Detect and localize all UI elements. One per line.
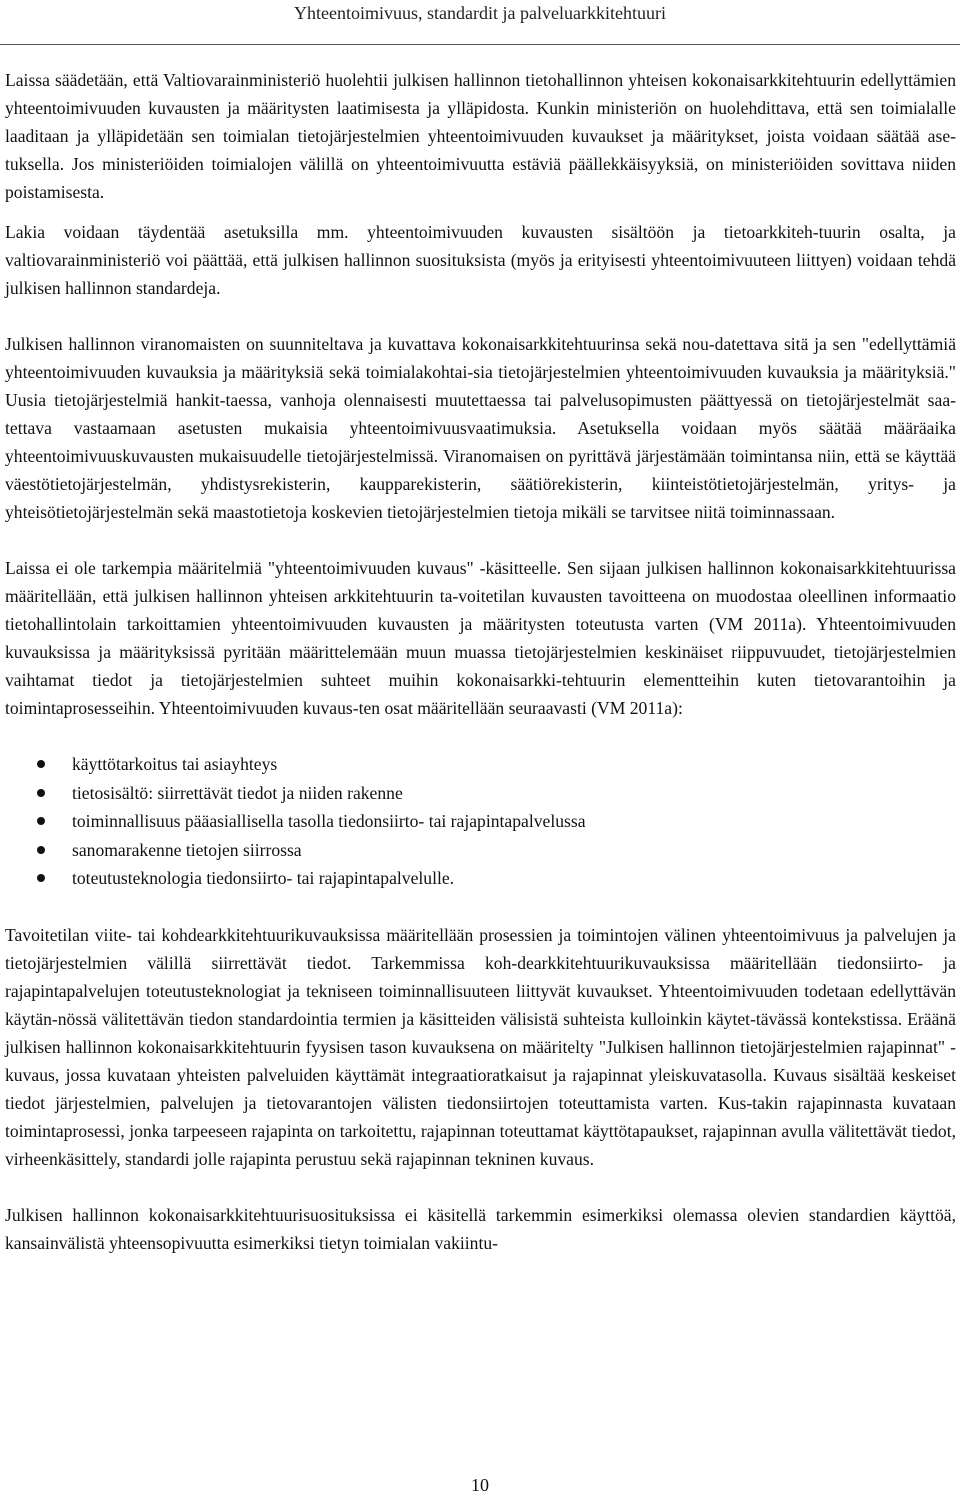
paragraph-laissa-saadetaan: Laissa säädetään, että Valtiovarainministeriö huolehtii julkisen hallinnon tietohallinnon yhteisen kokonaisarkkitehtuurin edellyttämien yhteentoimivuuden kuvausten ja määritysten laatimisesta ja ylläpidosta. Kunkin ministeriön on huolehdittava, että sen toimialalle laaditaan ja ylläpidetään sen toimialan tietojärjestelmien yhteentoimivuuden kuvaukset ja määritykset, joista voidaan säätää ase-tuksella. Jos ministeriöiden toimialojen välillä on yhteentoimivuutta estäviä päällekkäisyyksiä, on ministeriöiden sovittava niiden poistamisesta. — [5, 70, 956, 202]
list-item — [5, 807, 956, 836]
page-number: 10 — [471, 1475, 489, 1495]
running-header: Yhteentoimivuus, standardit ja palveluarkkitehtuuri — [294, 3, 666, 23]
paragraph-julkisen-hallinnon-viranomaisten: Julkisen hallinnon viranomaisten on suunniteltava ja kuvattava kokonaisarkkitehtuurinsa sekä nou-datettava sitä ja sen "edellyttämiä yhteentoimivuuden kuvauksia ja määrityksiä sekä toimialakohtai-sia tietojärjestelmien yhteentoimivuuden kuvauksia ja määrityksiä." Uusia tietojärjestelmiä hankit-taessa, vanhoja olennaisesti muutettaessa tai palvelusopimusten päättyessä on tietojärjestelmät saa-tettava vastaamaan asetusten mukaisia yhteentoimivuusvaatimuksia. Asetuksella voidaan myös säätää määräaika yhteentoimivuuskuvausten mukaisuudelle tietojärjestelmissä. Viranomaisen on pyrittävä järjestämään toimintansa niin, että se käyttää väestötietojärjestelmän, yhdistysrekisterin, kaupparekisterin, säätiörekisterin, kiinteistötietojärjestelmän, yritys- ja yhteisötietojärjestelmän sekä maastotietoja koskevien tietojärjestelmien tietoja mikäli se tarvitsee niitä toiminnassaan. — [5, 334, 956, 522]
list-item — [5, 750, 956, 779]
paragraph-tavoitetilan: Tavoitetilan viite- tai kohdearkkitehtuurikuvauksissa määritellään prosessien ja toimintojen välinen yhteentoimivuus ja palvelujen ja tietojärjestelmien välillä siirrettävät tiedot. Tarkemmissa koh-dearkkitehtuurikuvauksissa määritellään tiedonsiirto- ja rajapintapalvelujen toteutusteknologiat ja tekniseen toiminnallisuuteen liittyvät kuvaukset. Yhteentoimivuuden todetaan edellyttävän käytän-nössä välitettävän tiedon standardointia termien ja käsitteiden välisistä suhteista kulloinkin käytet-tävässä kontekstissa. Eräänä julkisen hallinnon kokonaisarkkitehtuurin fyysisen tason kuvauksena on määritelty "Julkisen hallinnon tietojärjestelmien rajapinnat" -kuvaus, jossa kuvataan yhteisten palveluiden käyttämät integraatioratkaisut ja rajapinnat yleiskuvatasolla. Kuvaus sisältää keskeiset tiedot järjestelmien, palvelujen ja tietovarantojen välisten tiedonsiirtojen toteuttamista varten. Kus-takin rajapinnasta kuvataan toimintaprosessi, jonka tarpeeseen rajapinta on tarkoitettu, rajapinnan toteuttamat käyttötapaukset, rajapinnan avulla välitettävät tiedot, virheenkäsittely, standardi jolle rajapinta perustuu sekä rajapinnan tekninen kuvaus. — [5, 924, 956, 1169]
bullet-icon — [37, 846, 45, 854]
list-item — [5, 864, 956, 893]
paragraph-kokonaisarkkitehtuurisuosituksissa: Julkisen hallinnon kokonaisarkkitehtuurisuosituksissa ei käsitellä tarkemmin esimerkiksi olemassa olevien standardien käyttöä, kansainvälistä yhteensopivuutta esimerkiksi tietyn toimialan vakiintu- — [5, 1204, 956, 1253]
bullet-icon — [37, 789, 45, 797]
paragraph-lakia-voidaan: Lakia voidaan täydentää asetuksilla mm. yhteentoimivuuden kuvausten sisältöön ja tietoarkkiteh-tuurin osalta, ja valtiovarainministeriö voi päättää, että julkisen hallinnon suosituksista (myös ja erityisesti yhteentoimivuuteen liittyen) voidaan tehdä julkisen hallinnon standardeja. — [5, 222, 956, 298]
list-item-text: sanomarakenne tietojen siirrossa — [72, 839, 302, 860]
bullet-icon — [37, 817, 45, 825]
header-divider — [0, 44, 960, 45]
list-item-text: tietosisältö: siirrettävät tiedot ja niiden rakenne — [72, 782, 403, 803]
list-item — [5, 836, 956, 865]
list-item-text: toteutusteknologia tiedonsiirto- tai rajapintapalvelulle. — [72, 868, 455, 888]
bullet-icon — [37, 760, 45, 768]
list-item — [5, 779, 956, 808]
paragraph-laissa-ei-ole: Laissa ei ole tarkempia määritelmiä "yhteentoimivuuden kuvaus" -käsitteelle. Sen sijaan julkisen hallinnon kokonaisarkkitehtuurissa määritellään, että julkisen hallinnon yhteisen arkkitehtuurin ta-voitetilan kuvausten tavoitteena on muodostaa oleellinen informaatio tietohallintolain tarkoittamien yhteentoimivuuden kuvausten ja määritysten toteutusta varten (VM 2011a). Yhteentoimivuuden kuvauksissa ja määrityksissä pyritään määrittelemään muun muassa tietojärjestelmien keskinäiset riippuvuudet, tietojärjestelmien vaihtamat tiedot ja tietojärjestelmien suhteet muihin kokonaisarkki-tehtuurin elementteihin kuten tietovarantoihin ja toimintaprosesseihin. Yhteentoimivuuden kuvaus-ten osat määritellään seuraavasti (VM 2011a): — [5, 558, 956, 718]
document-body — [5, 66, 956, 1257]
list-item-text: käyttötarkoitus tai asiayhteys — [72, 754, 278, 774]
list-item-text: toiminnallisuus pääasiallisella tasolla tiedonsiirto- tai rajapintapalvelussa — [72, 811, 586, 831]
bullet-list-yhteentoimivuuden-osat — [5, 750, 956, 893]
bullet-icon — [37, 874, 45, 882]
